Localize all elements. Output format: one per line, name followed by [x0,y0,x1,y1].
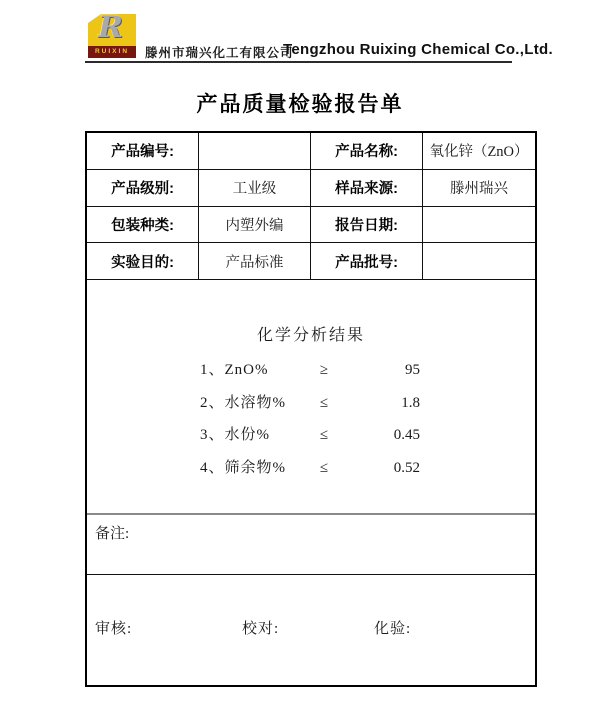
analysis-section [87,280,535,515]
analysis-item-symbol: ≤ [319,427,329,443]
analysis-item-label: 4、筛余物% [200,459,286,476]
logo-wordmark: RUIXIN [88,46,136,58]
field-value-test-purpose: 产品标准 [199,243,311,280]
signature-label-proofread: 校对: [242,621,280,637]
field-value-report-date [423,207,535,244]
field-value-sample-source: 滕州瑞兴 [423,170,535,207]
field-value-product-no [199,133,311,170]
analysis-item-label: 1、ZnO% [200,362,269,378]
analysis-item-value: 95 [405,362,420,378]
field-label-packaging: 包装种类: [87,207,199,244]
field-value-product-name: 氧化锌（ZnO） [423,133,535,170]
analysis-item-value: 0.45 [393,427,420,443]
remarks-label: 备注: [95,526,130,542]
field-label-product-grade: 产品级别: [87,170,199,207]
field-label-sample-source: 样品来源: [311,170,423,207]
field-label-batch-no: 产品批号: [311,243,423,280]
analysis-item-zno [87,360,535,393]
field-label-product-name: 产品名称: [311,133,423,170]
remarks-section [87,515,535,575]
signatures-section [87,575,535,685]
field-label-report-date: 报告日期: [311,207,423,244]
signature-label-test: 化验: [374,621,412,637]
field-value-batch-no [423,243,535,280]
header-divider [85,61,512,63]
analysis-item-symbol: ≥ [319,362,329,378]
analysis-item-sieve-residue [87,458,535,491]
document-title: 产品质量检验报告单 [196,93,404,116]
analysis-item-symbol: ≤ [319,459,329,476]
logo-r-letter: R [98,14,123,45]
analysis-item-value: 0.52 [393,459,420,476]
logo-mark [88,14,136,46]
field-label-product-no: 产品编号: [87,133,199,170]
analysis-title: 化学分析结果 [256,327,365,344]
report-table [85,131,537,687]
analysis-items [87,360,535,490]
analysis-item-water-soluble [87,393,535,426]
company-logo [88,14,136,58]
analysis-item-label: 2、水溶物% [200,394,286,411]
analysis-item-label: 3、水份% [200,427,270,443]
company-name-chinese: 滕州市瑞兴化工有限公司 [145,46,294,60]
company-name-english: Tengzhou Ruixing Chemical Co.,Ltd. [283,41,553,58]
info-grid [87,133,535,280]
analysis-item-moisture [87,425,535,458]
analysis-item-value: 1.8 [401,394,420,411]
field-label-test-purpose: 实验目的: [87,243,199,280]
field-value-product-grade: 工业级 [199,170,311,207]
signature-label-review: 审核: [95,621,133,637]
field-value-packaging: 内塑外编 [199,207,311,244]
analysis-item-symbol: ≤ [319,394,329,411]
